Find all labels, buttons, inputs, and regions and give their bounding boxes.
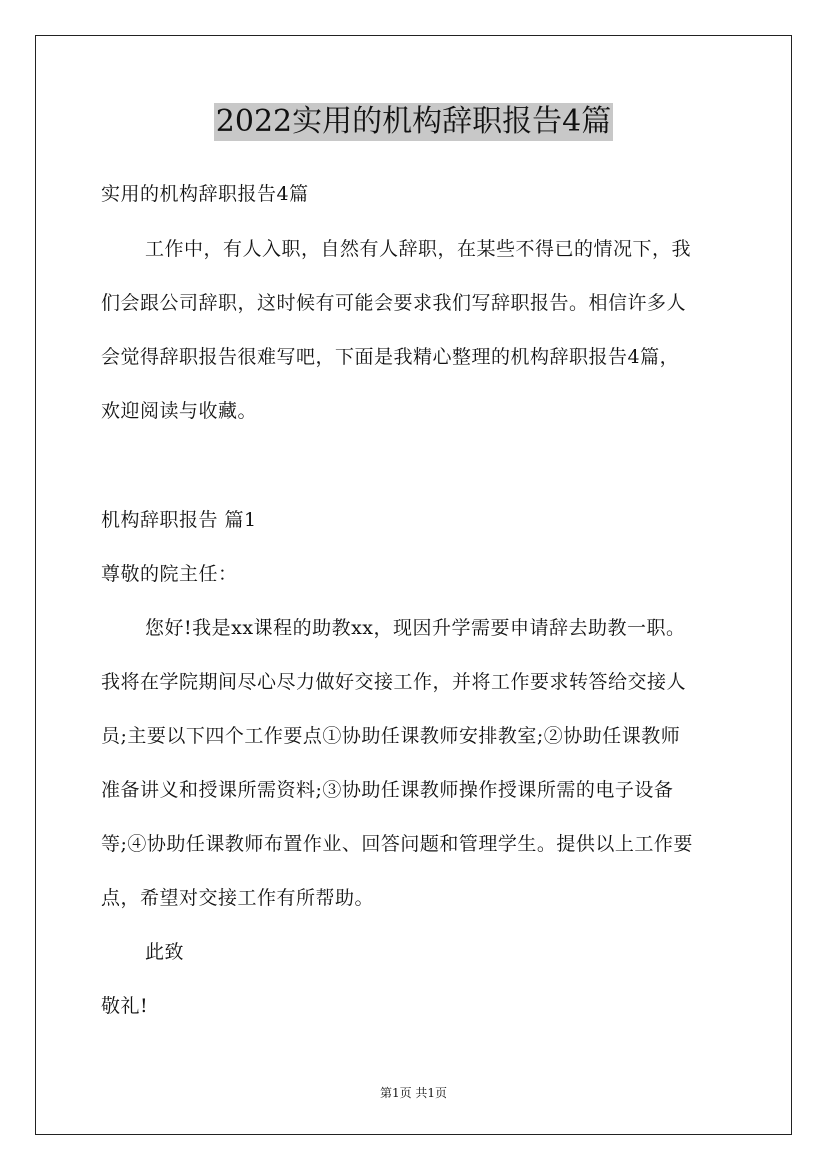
document-subtitle: 实用的机构辞职报告4篇 bbox=[101, 183, 309, 205]
body-line-6: 点，希望对交接工作有所帮助。 bbox=[101, 887, 375, 909]
body-line-1: 您好!我是xx课程的助教xx，现因升学需要申请辞去助教一职。 bbox=[145, 617, 686, 639]
intro-line-3: 会觉得辞职报告很难写吧，下面是我精心整理的机构辞职报告4篇， bbox=[101, 346, 680, 368]
body-line-4: 准备讲义和授课所需资料;③协助任课教师操作授课所需的电子设备 bbox=[101, 779, 674, 801]
intro-line-1: 工作中，有人入职，自然有人辞职，在某些不得已的情况下，我 bbox=[145, 238, 692, 260]
body-line-5: 等;④协助任课教师布置作业、回答问题和管理学生。提供以上工作要 bbox=[101, 833, 693, 855]
intro-line-2: 们会跟公司辞职，这时候有可能会要求我们写辞职报告。相信许多人 bbox=[101, 292, 687, 314]
intro-line-4: 欢迎阅读与收藏。 bbox=[101, 400, 258, 422]
body-line-3: 员;主要以下四个工作要点①协助任课教师安排教室;②协助任课教师 bbox=[101, 725, 681, 747]
title-container bbox=[0, 103, 827, 141]
page-footer: 第1页 共1页 bbox=[379, 1086, 448, 1100]
salutation: 尊敬的院主任： bbox=[101, 563, 238, 585]
closing-line-1: 此致 bbox=[145, 941, 185, 963]
closing-line-2: 敬礼! bbox=[101, 995, 149, 1017]
section-heading: 机构辞职报告 篇1 bbox=[101, 509, 257, 531]
body-line-2: 我将在学院期间尽心尽力做好交接工作，并将工作要求转答给交接人 bbox=[101, 671, 687, 693]
document-title: 2022实用的机构辞职报告4篇 bbox=[215, 104, 612, 139]
